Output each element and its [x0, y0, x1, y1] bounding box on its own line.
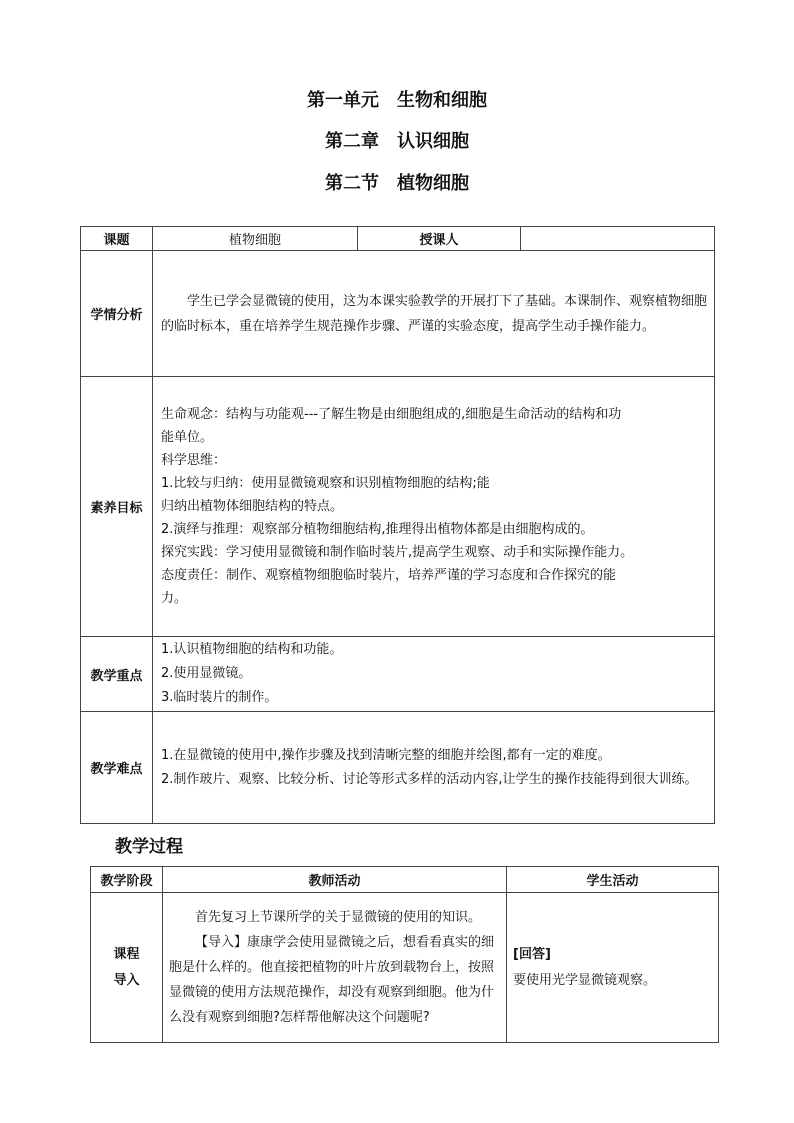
topic-value: 植物细胞 — [153, 227, 358, 251]
student-activity-cell — [507, 893, 719, 1043]
teacher-activity-intro: 【导入】康康学会使用显微镜之后，想看看真实的细胞是什么样的。他直接把植物的叶片放到载物台上，按照显微镜的使用方法规范操作，却没有观察到细胞。他为什么没有观察到细胞?怎样帮他解决这个问题呢? — [169, 935, 495, 1025]
teacher-activity-review: 首先复习上节课所学的关于显微镜的使用的知识。 — [195, 910, 482, 925]
student-answer-text: 要使用光学显微镜观察。 — [513, 972, 657, 988]
goals-line: 2.演绎与推理：观察部分植物细胞结构,推理得出植物体都是由细胞构成的。 — [161, 522, 594, 537]
goals-line: 生命观念：结构与功能观---了解生物是由细胞组成的,细胞是生命活动的结构和功 — [161, 407, 622, 422]
difficulty-point: 2.制作玻片、观察、比较分析、讨论等形式多样的活动内容,让学生的操作技能得到很大训练。 — [161, 771, 698, 787]
difficulty-cell — [153, 712, 715, 824]
key-points-cell — [153, 637, 715, 712]
col-student-header: 学生活动 — [507, 867, 719, 893]
teacher-activity-cell — [163, 893, 507, 1043]
goals-line: 能单位。 — [161, 430, 214, 445]
teacher-label: 授课人 — [358, 227, 521, 251]
teacher-value — [521, 227, 715, 251]
col-stage-header: 教学阶段 — [91, 867, 163, 893]
stage-cell — [91, 893, 163, 1043]
goals-line: 1.比较与归纳：使用显微镜观察和识别植物细胞的结构;能 — [161, 476, 490, 491]
goals-line: 力。 — [161, 591, 188, 606]
section-title: 第二节 植物细胞 — [325, 173, 469, 194]
difficulty-label: 教学难点 — [81, 712, 153, 824]
analysis-text: 学生已学会显微镜的使用，这为本课实验教学的开展打下了基础。本课制作、观察植物细胞的临时标本，重在培养学生规范操作步骤、严谨的实验态度，提高学生动手操作能力。 — [161, 293, 708, 334]
stage-line: 课程 — [113, 946, 140, 962]
process-heading: 教学过程 — [115, 837, 183, 857]
key-points-label: 教学重点 — [81, 637, 153, 712]
chapter-title: 第二章 认识细胞 — [325, 131, 469, 152]
goals-cell — [153, 377, 715, 637]
goals-line: 归纳出植物体细胞结构的特点。 — [161, 499, 344, 514]
col-teacher-header: 教师活动 — [163, 867, 507, 893]
key-point: 3.临时装片的制作。 — [161, 690, 278, 705]
lesson-info-table — [80, 226, 715, 824]
unit-title: 第一单元 生物和细胞 — [307, 90, 487, 111]
goals-line: 探究实践：学习使用显微镜和制作临时装片,提高学生观察、动手和实际操作能力。 — [161, 545, 634, 560]
goals-label: 素养目标 — [81, 377, 153, 637]
difficulty-point: 1.在显微镜的使用中,操作步骤及找到清晰完整的细胞并绘图,都有一定的难度。 — [161, 747, 611, 763]
goals-line: 科学思维： — [161, 453, 227, 468]
analysis-cell — [153, 251, 715, 377]
student-answer-tag: [回答] — [513, 946, 551, 962]
key-point: 1.认识植物细胞的结构和功能。 — [161, 642, 343, 657]
teaching-process-table — [90, 866, 719, 1043]
stage-line: 导入 — [113, 972, 140, 988]
goals-line: 态度责任：制作、观察植物细胞临时装片，培养严谨的学习态度和合作探究的能 — [161, 568, 617, 583]
key-point: 2.使用显微镜。 — [161, 666, 252, 681]
topic-label: 课题 — [81, 227, 153, 251]
analysis-label: 学情分析 — [81, 251, 153, 377]
